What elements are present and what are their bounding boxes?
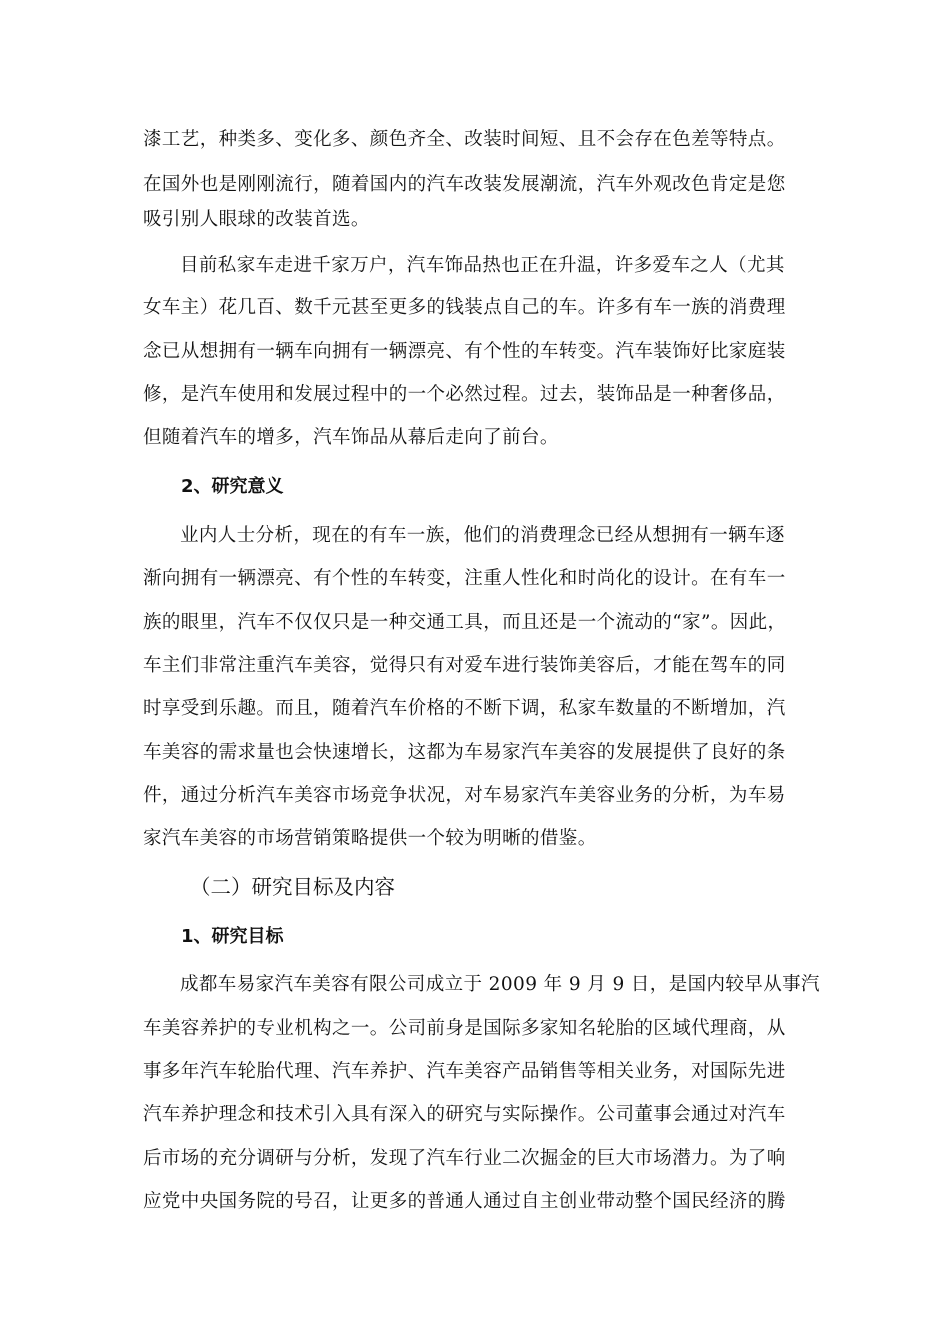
- paragraph-line: 车美容养护的专业机构之一。公司前身是国际多家知名轮胎的区域代理商，从: [143, 1018, 786, 1039]
- heading-research-goal: 1、研究目标: [181, 926, 284, 947]
- paragraph-line: 车主们非常注重汽车美容，觉得只有对爱车进行装饰美容后，才能在驾车的同: [143, 655, 786, 676]
- paragraph-line: 但随着汽车的增多，汽车饰品从幕后走向了前台。: [143, 427, 559, 448]
- paragraph-line: 车美容的需求量也会快速增长，这都为车易家汽车美容的发展提供了良好的条: [143, 742, 786, 763]
- paragraph-line: 后市场的充分调研与分析，发现了汽车行业二次掘金的巨大市场潜力。为了响: [143, 1148, 786, 1169]
- paragraph-line: 事多年汽车轮胎代理、汽车养护、汽车美容产品销售等相关业务，对国际先进: [143, 1061, 786, 1082]
- paragraph-line: 家汽车美容的市场营销策略提供一个较为明晰的借鉴。: [143, 828, 597, 849]
- paragraph-line: 目前私家车走进千家万户，汽车饰品热也正在升温，许多爱车之人（尤其: [180, 255, 785, 276]
- paragraph-line: 时享受到乐趣。而且，随着汽车价格的不断下调，私家车数量的不断增加，汽: [143, 698, 786, 719]
- paragraph-line: 成都车易家汽车美容有限公司成立于 2009 年 9 月 9 日，是国内较早从事汽: [180, 974, 820, 995]
- paragraph-line: 应党中央国务院的号召，让更多的普通人通过自主创业带动整个国民经济的腾: [143, 1191, 786, 1212]
- paragraph-line: 渐向拥有一辆漂亮、有个性的车转变，注重人性化和时尚化的设计。在有车一: [143, 568, 786, 589]
- paragraph-line: 漆工艺，种类多、变化多、颜色齐全、改装时间短、且不会存在色差等特点。: [143, 129, 786, 150]
- paragraph-line: 在国外也是刚刚流行，随着国内的汽车改装发展潮流，汽车外观改色肯定是您: [143, 174, 786, 195]
- paragraph-line: 女车主）花几百、数千元甚至更多的钱装点自己的车。许多有车一族的消费理: [143, 297, 786, 318]
- heading-research-significance: 2、研究意义: [181, 476, 284, 497]
- paragraph-line: 件，通过分析汽车美容市场竞争状况，对车易家汽车美容业务的分析，为车易: [143, 785, 786, 806]
- paragraph-line: 业内人士分析，现在的有车一族，他们的消费理念已经从想拥有一辆车逐: [180, 525, 785, 546]
- paragraph-line: 修，是汽车使用和发展过程中的一个必然过程。过去，装饰品是一种奢侈品，: [143, 384, 786, 405]
- paragraph-line: 吸引别人眼球的改装首选。: [143, 209, 370, 230]
- paragraph-line: 汽车养护理念和技术引入具有深入的研究与实际操作。公司董事会通过对汽车: [143, 1104, 786, 1125]
- paragraph-line: 族的眼里，汽车不仅仅只是一种交通工具，而且还是一个流动的“家”。因此，: [143, 612, 787, 633]
- paragraph-line: 念已从想拥有一辆车向拥有一辆漂亮、有个性的车转变。汽车装饰好比家庭装: [143, 341, 786, 362]
- heading-section-two: （二）研究目标及内容: [190, 875, 395, 899]
